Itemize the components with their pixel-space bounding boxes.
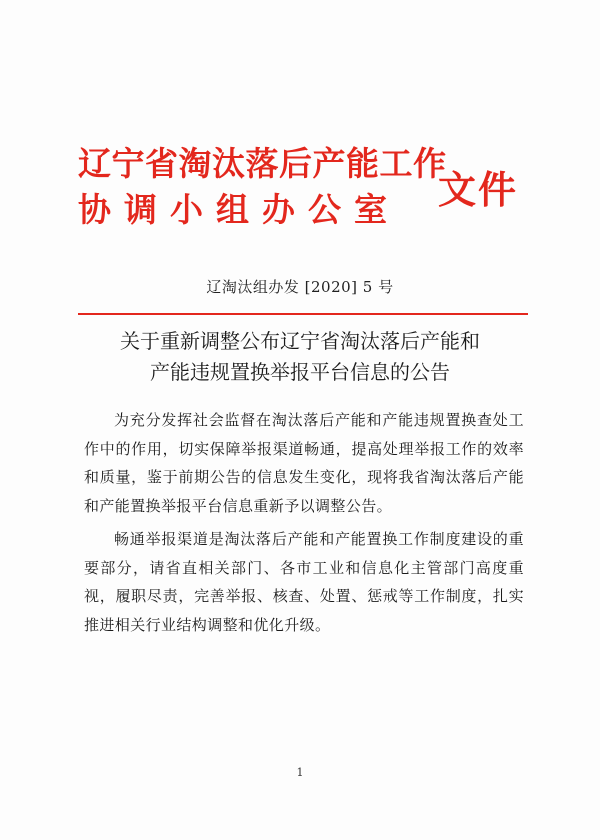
body-paragraph-2: 畅通举报渠道是淘汰落后产能和产能置换工作制度建设的重要部分，请省直相关部门、各市工业和信息化主管部门高度重视，履职尽责，完善举报、核查、处置、惩戒等工作制度，扎实推进相关行业结构调整和优化升级。 [84, 530, 524, 634]
body-paragraph-1: 为充分发挥社会监督在淘汰落后产能和产能违规置换查处工作中的作用，切实保障举报渠道畅通，提高处理举报工作的效率和质量，鉴于前期公告的信息发生变化，现将我省淘汰落后产能和产能置换举报平台信息重新予以调整公告。 [84, 411, 524, 515]
red-divider-line [78, 313, 528, 315]
document-type-label: 文件 [438, 168, 519, 212]
issuer-line-1: 辽宁省淘汰落后产能工作 [78, 144, 447, 183]
title-line-2: 产能违规置换举报平台信息的公告 [150, 360, 450, 384]
page-number: 1 [296, 766, 304, 779]
issuer-line-2: 协调小组办公室 [78, 190, 400, 229]
document-body [84, 406, 524, 644]
title-line-1: 关于重新调整公布辽宁省淘汰落后产能和 [120, 329, 480, 353]
announcement-title [0, 326, 600, 388]
document-number: 辽淘汰组办发 [2020] 5 号 [206, 278, 394, 296]
document-header [78, 136, 538, 246]
